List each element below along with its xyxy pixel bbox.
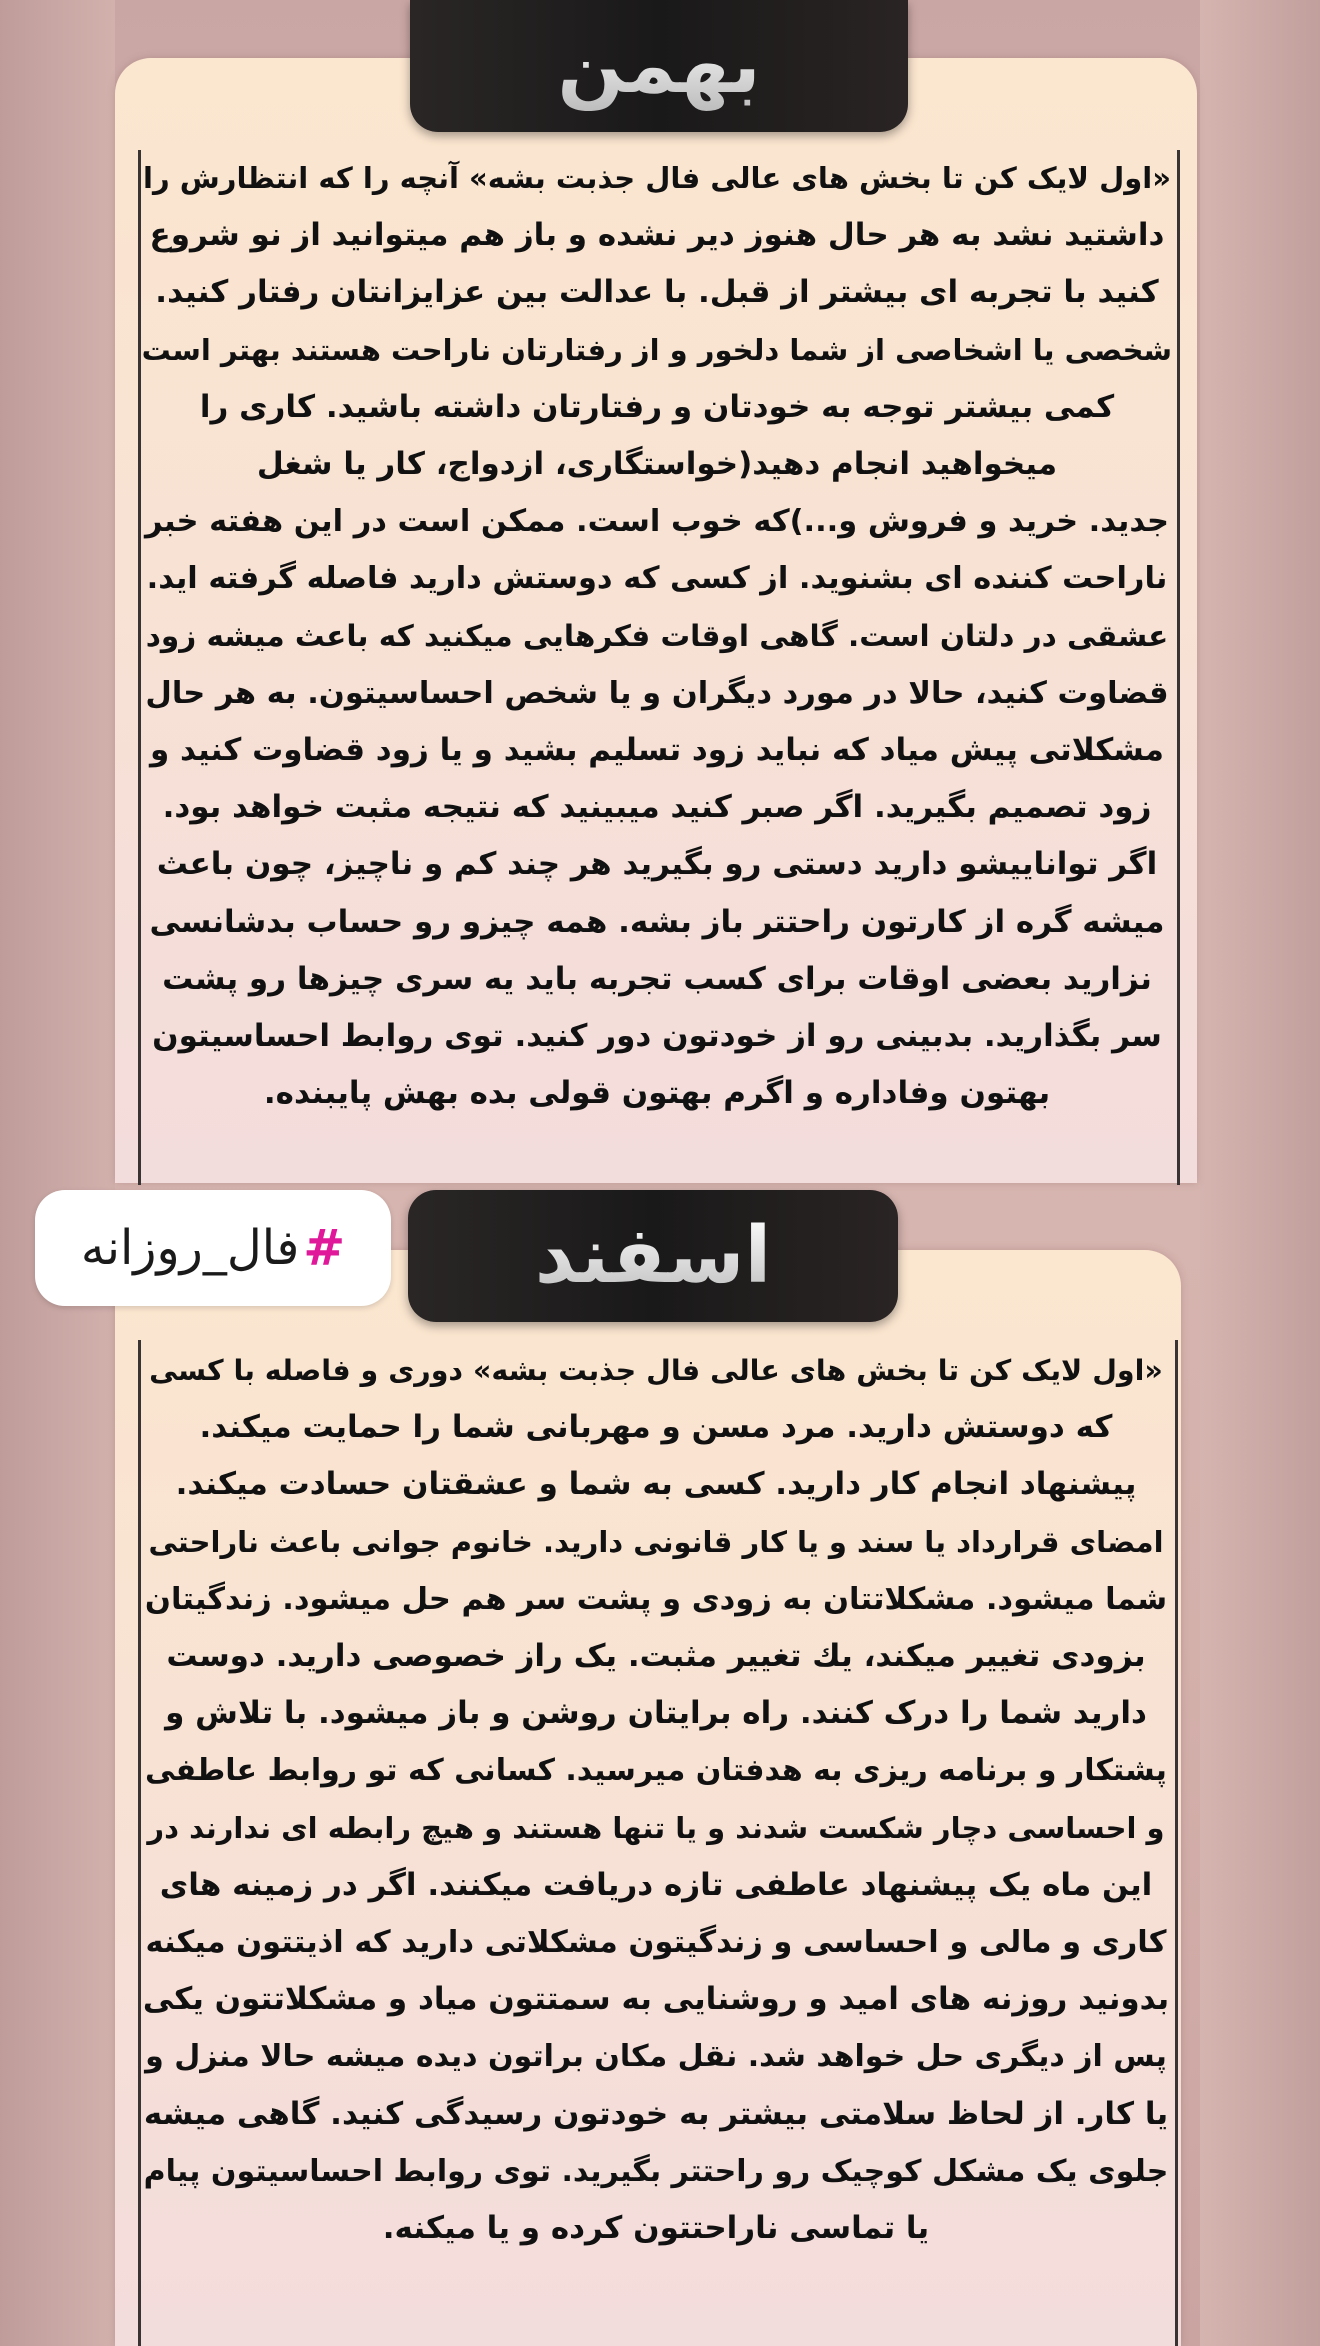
text-line: این ماه یک پیشنهاد عاطفی تازه دریافت میکنند. اگر در زمینه های	[159, 1866, 1153, 1903]
section-title: بهمن	[557, 21, 761, 111]
text-line: یا کار. از لحاظ سلامتی بیشتر به خودتون رسیدگی کنید. گاهی میشه	[143, 2095, 1169, 2132]
title-banner-esfand	[408, 1190, 898, 1322]
text-line: میخواهید انجام دهید(خواستگاری، ازدواج، کار یا شغل	[256, 446, 1058, 483]
text-line: «اول لایک کن تا بخش های عالی فال جذبت بشه» دوری و فاصله با کسی	[149, 1354, 1163, 1387]
hashtag-sticker[interactable]	[35, 1190, 391, 1306]
hashtag-text: فال_روزانه	[80, 1220, 300, 1276]
title-banner-bahman	[410, 0, 908, 132]
text-line: بدونید روزنه های امید و روشنایی به سمتتون میاد و مشکلاتتون یکی	[142, 1981, 1170, 2018]
text-line: دارید شما را درک کنند. راه برایتان روشن و باز میشود. با تلاش و	[165, 1695, 1147, 1732]
text-line: ناراحت کننده ای بشنوید. از کسی که دوستش دارید فاصله گرفته اید.	[146, 561, 1168, 597]
text-line: کنید با تجربه ای بیشتر از قبل. با عدالت بین عزایزانتان رفتار کنید.	[155, 274, 1159, 311]
text-line: پس از دیگری حل خواهد شد. نقل مکان براتون دیده میشه حالا منزل و	[145, 2039, 1167, 2075]
text-line: جلوی یک مشکل کوچیک رو راحتتر بگیرید. توی روابط احساسیتون پیام	[143, 2153, 1169, 2189]
text-line: نزارید بعضی اوقات برای کسب تجربه باید یه سری چیزها رو پشت	[162, 960, 1152, 997]
text-line: «اول لایک کن تا بخش های عالی فال جذبت بشه» آنچه را که انتظارش را	[143, 161, 1171, 195]
text-line: سر بگذارید. بدبینی رو از خودتون دور کنید. توی روابط احساسیتون	[152, 1018, 1162, 1055]
text-line: جدید. خرید و فروش و...)که خوب است. ممکن است در این هفته خبر	[145, 504, 1169, 540]
horoscope-text-esfand	[142, 1342, 1170, 2257]
text-line: اگر تواناییشو دارید دستی رو بگیرید هر چند کم و ناچیز، چون باعث	[156, 846, 1158, 883]
text-line: داشتید نشد به هر حال هنوز دیر نشده و باز هم میتوانید از نو شروع	[149, 217, 1165, 254]
text-line: کمی بیشتر توجه به خودتان و رفتارتان داشته باشید. کاری را	[199, 388, 1115, 425]
section-title: اسفند	[534, 1211, 772, 1301]
text-line: قضاوت کنید، حالا در مورد دیگران و یا شخص احساسیتون. به هر حال	[145, 675, 1169, 711]
text-line: پشتکار و برنامه ریزی به هدفتان میرسید. کسانی که تو روابط عاطفی	[145, 1753, 1167, 1789]
horoscope-text-bahman	[142, 150, 1172, 1122]
text-line: بزودی تغییر میکند، يك تغییر مثبت. یک راز خصوصی دارید. دوست	[166, 1638, 1146, 1675]
background-right	[1200, 0, 1320, 2346]
background-left	[0, 0, 115, 2346]
text-line: کاری و مالی و احساسی و زندگیتون مشکلاتی دارید که اذیتتون میکنه	[145, 1925, 1167, 1961]
text-line: یا تماسی ناراحتتون کرده و یا میکنه.	[382, 2210, 930, 2247]
text-line: و احساسی دچار شکست شدند و یا تنها هستند و هیچ رابطه ای ندارند در	[147, 1810, 1165, 1845]
text-line: که دوستش دارید. مرد مسن و مهربانی شما را حمایت میکند.	[199, 1409, 1113, 1446]
text-line: زود تصمیم بگیرید. اگر صبر کنید میبینید که نتیجه مثبت خواهد بود.	[162, 789, 1152, 826]
hash-sign: #	[303, 1219, 346, 1277]
text-line: بهتون وفاداره و اگرم بهتون قولی بده بهش پایبنده.	[263, 1075, 1051, 1112]
text-line: مشکلاتی پیش میاد که نباید زود تسلیم بشید و یا زود قضاوت کنید و	[150, 732, 1164, 769]
text-line: شما میشود. مشکلاتتان به زودی و پشت سر هم حل میشود. زندگیتان	[144, 1581, 1168, 1617]
text-line: امضای قرارداد یا سند و یا کار قانونی دارید. خانوم جوانی باعث ناراحتی	[148, 1524, 1164, 1559]
text-line: شخصی یا اشخاصی از شما دلخور و از رفتارتان ناراحت هستند بهتر است	[141, 332, 1172, 367]
text-line: عشقی در دلتان است. گاهی اوقات فکرهایی میکنید که باعث میشه زود	[145, 618, 1169, 653]
text-line: پیشنهاد انجام کار دارید. کسی به شما و عشقتان حسادت میکند.	[175, 1466, 1137, 1503]
text-line: میشه گره از کارتون راحتتر باز بشه. همه چیزو رو حساب بدشانسی	[149, 903, 1165, 940]
